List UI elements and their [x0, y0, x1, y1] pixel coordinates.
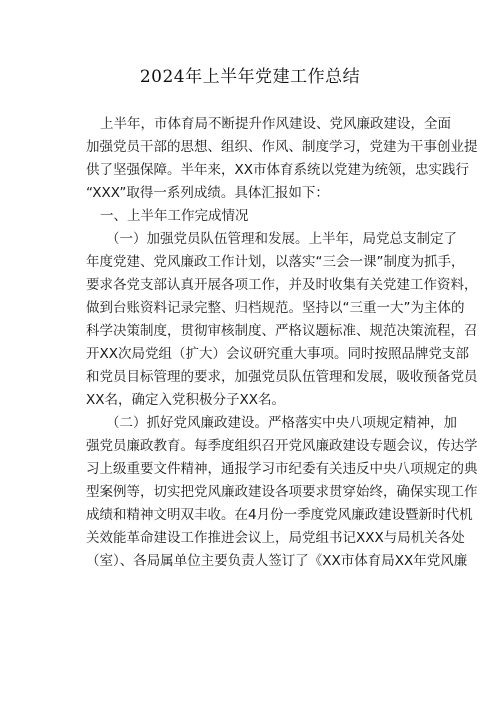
body-line: 型案例等，切实把党风廉政建设各项要求贯穿始终，确保实现工作 [86, 484, 478, 500]
body-line: （二）抓好党风廉政建设。严格落实中央八项规定精神，加 [106, 415, 457, 431]
body-line: （室）、各局属单位主要负责人签订了《XX市体育局XX年党风廉 [86, 553, 468, 569]
body-line: 成绩和精神文明双丰收。在4月份一季度党风廉政建设暨新时代机 [86, 507, 473, 523]
section-heading: 一、上半年工作完成情况 [100, 208, 249, 224]
body-line: 供了坚强保障。半年来，XX市体育系统以党建为统领，忠实践行 [86, 162, 469, 178]
body-line: “XXX”取得一系列成绩。具体汇报如下： [86, 185, 329, 201]
body-line: （一）加强党员队伍管理和发展。上半年，局党总支制定了 [106, 231, 457, 247]
body-line: 强党员廉政教育。每季度组织召开党风廉政建设专题会议，传达学 [86, 438, 478, 454]
document-body [86, 113, 478, 573]
body-line: 习上级重要文件精神，通报学习市纪委有关违反中央八项规定的典 [86, 461, 478, 477]
body-line: 做到台账资料记录完整、归档规范。坚持以“三重一大”为主体的 [86, 300, 465, 316]
body-line: XX名，确定入党积极分子XX名。 [86, 392, 285, 408]
body-line: 开XX次局党组（扩大）会议研究重大事项。同时按照品牌党支部 [86, 346, 469, 362]
body-line: 加强党员干部的思想、组织、作风、制度学习，党建为干事创业提 [86, 139, 478, 155]
document-title: 2024年上半年党建工作总结 [139, 67, 361, 87]
body-line: 年度党建、党风廉政工作计划，以落实“三会一课”制度为抓手， [86, 254, 465, 270]
body-line: 要求各党支部认真开展各项工作，并及时收集有关党建工作资料， [86, 277, 478, 293]
body-line: 科学决策制度，贯彻审核制度、严格议题标准、规范决策流程，召 [86, 323, 478, 339]
body-line: 和党员目标管理的要求，加强党员队伍管理和发展，吸收预备党员 [86, 369, 478, 385]
body-line: 上半年，市体育局不断提升作风建设、党风廉政建设，全面 [100, 116, 451, 132]
body-line: 关效能革命建设工作推进会议上，局党组书记XXX与局机关各处 [86, 530, 465, 546]
